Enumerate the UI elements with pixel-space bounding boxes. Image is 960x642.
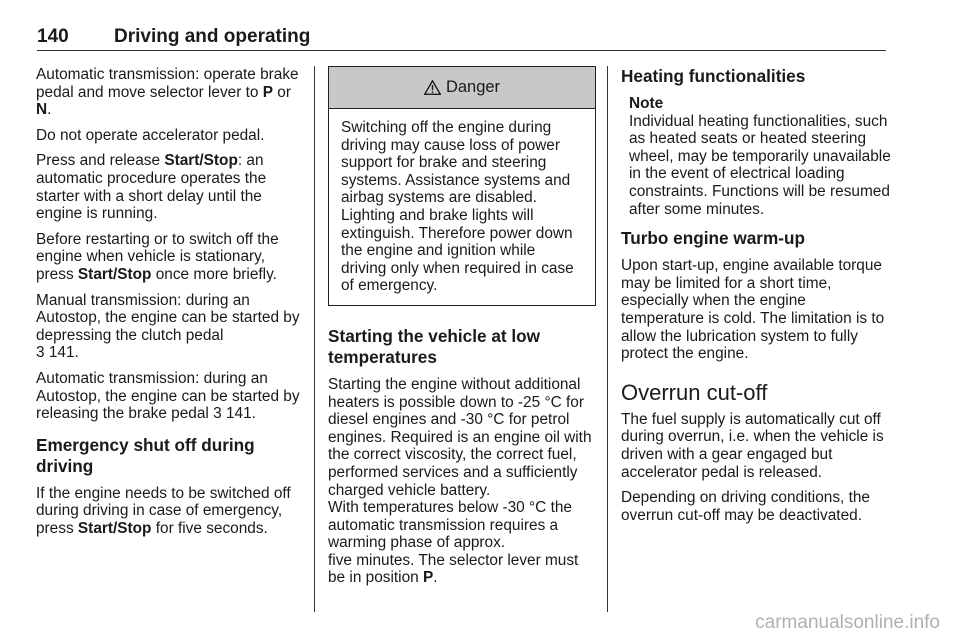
watermark: carmanualsonline.info [755,612,940,633]
warning-triangle-icon [424,80,441,95]
note-title: Note [629,95,664,112]
danger-box [328,66,596,306]
start-stop-label: Start/Stop [77,519,152,537]
section-heading-heating: Heating functionalities [621,66,806,86]
column-divider-2 [607,66,608,612]
paragraph: Depending on driving conditions, the overrun cut-off may be deactivated. [621,489,870,524]
note-box [621,95,891,218]
start-stop-label: Start/Stop [164,152,238,170]
danger-header [329,67,595,109]
column-1 [36,66,304,545]
paragraph: Automatic transmission: operate brake pedal and move selector lever to P or N. [36,66,299,119]
page-number: 140 [37,26,69,47]
paragraph: Press and release Start/Stop: an automatic procedure operates the starter with a short delay until the engine is running. [36,152,267,223]
column-2 [328,66,596,595]
paragraph: Automatic transmission: during an Autostop, the engine can be started by releasing the brake pedal 3 141. [36,369,300,423]
danger-text: Switching off the engine during driving may cause loss of power support for brake and steering systems. Assistance systems and airbag systems are disabled. Lighting and brake lights will extinguish. Therefore power down the engine and ignition while driving only when required in case of emergency. [341,119,574,295]
note-text: Individual heating functionalities, such as heated seats or heated steering wheel, may be temporarily unavailable in the event of electrical loading constraints. Functions will be resumed after some minutes. [629,112,891,218]
section-heading-overrun: Overrun cut-off [621,379,768,405]
paragraph: Before restarting or to switch off the engine when vehicle is stationary, press Start/Stop once more briefly. [36,230,279,283]
paragraph: Upon start-up, engine available torque may be limited for a short time, especially when the engine temperature is cold. The limitation is to allow the lubrication system to fully protect the engine. [621,257,885,363]
danger-title: Danger [445,77,501,96]
section-heading-low-temperatures: Starting the vehicle at low temperatures [328,325,541,367]
start-stop-label: Start/Stop [77,265,152,283]
paragraph: With temperatures below -30 °C the automatic transmission requires a warming phase of approx. five minutes. The selector lever must be in position P. [328,499,579,587]
page-reference-link[interactable]: 3 141. [36,344,79,362]
column-3 [621,66,891,532]
chapter-title: Driving and operating [114,26,311,47]
page-header [37,26,886,52]
header-rule [37,50,886,51]
paragraph: Manual transmission: during an Autostop, the engine can be started by depressing the clutch pedal 3 141. [36,291,300,362]
column-divider-1 [314,66,315,612]
section-heading-emergency: Emergency shut off during driving [36,434,255,476]
paragraph: Do not operate accelerator pedal. [36,126,265,144]
page-reference-link[interactable]: 3 141. [213,405,256,423]
paragraph: The fuel supply is automatically cut off during overrun, i.e. when the vehicle is driven with a gear engaged but accelerator pedal is released. [621,410,884,481]
paragraph: Starting the engine without additional heaters is possible down to -25 °C for diesel engines and -30 °C for petrol engines. Required is an engine oil with the correct viscosity, the correct fuel, performed services and a sufficiently charged vehicle battery. [328,375,592,499]
paragraph: If the engine needs to be switched off during driving in case of emergency, press Start/Stop for five seconds. [36,484,291,537]
section-heading-turbo: Turbo engine warm-up [621,228,805,249]
